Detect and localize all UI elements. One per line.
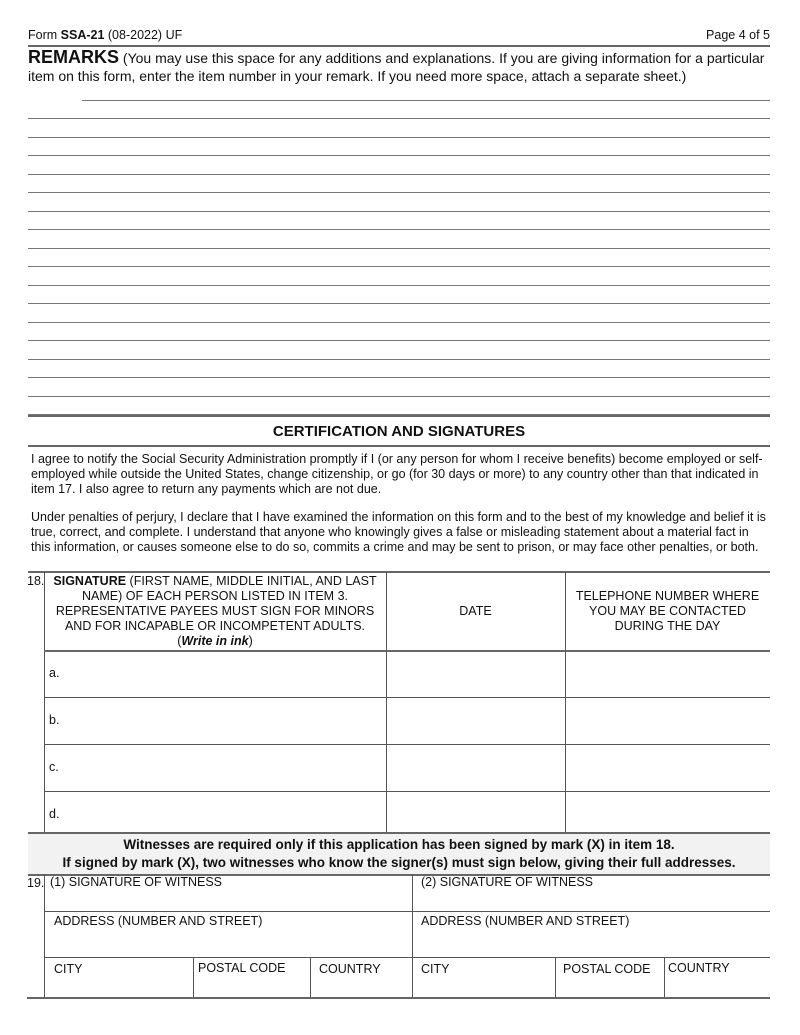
paren: ) — [248, 634, 253, 648]
witness-2-city-field[interactable]: CITY — [421, 962, 450, 976]
remarks-instructions — [28, 48, 768, 85]
certification-title: CERTIFICATION AND SIGNATURES — [272, 423, 526, 440]
divider — [28, 415, 770, 417]
remarks-line[interactable] — [28, 266, 770, 267]
form-identifier — [28, 28, 182, 43]
witness-1-signature-field[interactable]: (1) SIGNATURE OF WITNESS — [50, 875, 222, 889]
rule — [412, 874, 413, 998]
witness-1-country-field[interactable]: COUNTRY — [319, 962, 381, 976]
witness-1-city-field[interactable]: CITY — [54, 962, 83, 976]
rule — [565, 572, 566, 832]
remarks-line[interactable] — [28, 211, 770, 212]
certification-paragraph-1: I agree to notify the Social Security Administration promptly if I (or any person for whom I receive benefits) become employed or self-employed while outside the United States, change citizenship, or go (for 30 days or more) to any country other than that indicated in item 17. I also agree to return any payments which are not due. — [31, 452, 763, 496]
certification-paragraph-2: Under penalties of perjury, I declare that I have examined the information on this form and to the best of my knowledge and belief it is true, correct, and complete. I understand that anyone who knowingly gives a false or misleading statement about a material fact in this information, or causes someone else to do so, commits a crime and may be sent to prison, or may face other penalties, or both. — [31, 510, 766, 554]
signature-row-b[interactable]: b. — [49, 713, 60, 727]
witness-note-line-2: If signed by mark (X), two witnesses who know the signer(s) must sign below, giving their full addresses. — [62, 855, 736, 870]
signature-row-c[interactable]: c. — [49, 760, 59, 774]
remarks-line[interactable] — [28, 396, 770, 397]
rule — [193, 958, 194, 998]
remarks-title: REMARKS — [28, 47, 120, 67]
page-number: Page 4 of 5 — [706, 28, 770, 42]
form-prefix: Form — [28, 28, 61, 42]
signature-label: SIGNATURE — [53, 574, 127, 588]
remarks-line[interactable] — [28, 248, 770, 249]
remarks-text: (You may use this space for any additions and explanations. If you are giving information for a particular item on this form, enter the item number in your remark. If you need more space, attach a separate sheet.) — [28, 50, 765, 84]
remarks-line[interactable] — [28, 285, 770, 286]
item-number: 19. — [27, 876, 45, 890]
witness-note-line-1: Witnesses are required only if this application has been signed by mark (X) in item 18. — [123, 837, 675, 852]
witness-1-postal-code-field[interactable]: POSTAL CODE — [198, 961, 286, 975]
remarks-line[interactable] — [28, 192, 770, 193]
divider — [28, 445, 770, 447]
form-id: SSA-21 — [60, 28, 105, 42]
form-revision: (08-2022) UF — [104, 28, 183, 42]
rule — [44, 957, 770, 958]
divider — [28, 571, 770, 573]
remarks-line[interactable] — [28, 303, 770, 304]
remarks-line[interactable] — [28, 322, 770, 323]
remarks-line[interactable] — [28, 174, 770, 175]
rule — [27, 997, 770, 999]
signature-row-d[interactable]: d. — [49, 807, 60, 821]
witness-2-postal-code-field[interactable]: POSTAL CODE — [563, 962, 651, 976]
rule — [44, 650, 770, 652]
witness-1-address-field[interactable]: ADDRESS (NUMBER AND STREET) — [54, 914, 263, 928]
divider — [28, 45, 770, 47]
rule — [555, 958, 556, 998]
rule — [664, 958, 665, 998]
witness-note — [28, 832, 770, 876]
paren: ( — [177, 634, 182, 648]
witness-2-country-field[interactable]: COUNTRY — [668, 961, 730, 975]
phone-column-header: TELEPHONE NUMBER WHERE YOU MAY BE CONTACTED DURING THE DAY — [575, 589, 760, 633]
rule — [44, 744, 770, 745]
rule — [44, 911, 770, 912]
remarks-line[interactable] — [82, 100, 770, 101]
rule — [310, 958, 311, 998]
remarks-line[interactable] — [28, 377, 770, 378]
rule — [44, 697, 770, 698]
remarks-line[interactable] — [28, 118, 770, 119]
write-in-ink-note: Write in ink — [181, 634, 249, 648]
remarks-line[interactable] — [28, 359, 770, 360]
rule — [44, 572, 45, 832]
remarks-line[interactable] — [28, 137, 770, 138]
item-number: 18. — [27, 574, 45, 588]
signature-instructions: (FIRST NAME, MIDDLE INITIAL, AND LAST NAME) OF EACH PERSON LISTED IN ITEM 3. REPRESENTATIVE PAYEES MUST SIGN FOR MINORS AND FOR INCAPABLE OR INCOMPETENT ADULTS. — [55, 574, 377, 633]
rule — [44, 791, 770, 792]
witness-2-address-field[interactable]: ADDRESS (NUMBER AND STREET) — [421, 914, 630, 928]
remarks-line[interactable] — [28, 340, 770, 341]
rule — [44, 874, 45, 998]
signature-column-header — [46, 574, 384, 649]
remarks-line[interactable] — [28, 155, 770, 156]
signature-row-a[interactable]: a. — [49, 666, 60, 680]
witness-2-signature-field[interactable]: (2) SIGNATURE OF WITNESS — [421, 875, 593, 889]
remarks-line[interactable] — [28, 229, 770, 230]
date-column-header: DATE — [459, 604, 492, 618]
